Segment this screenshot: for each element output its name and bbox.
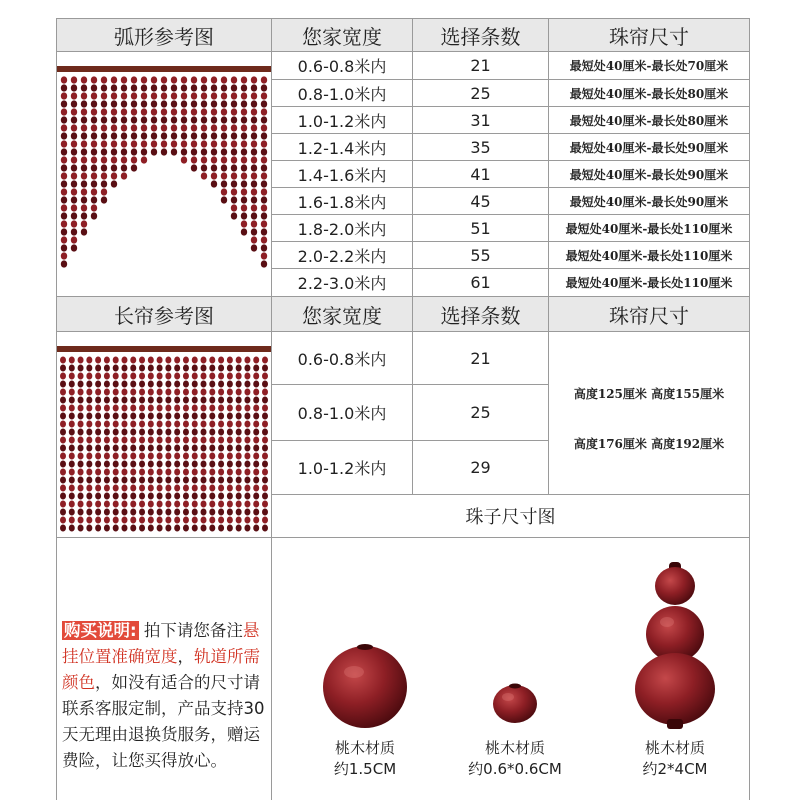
bead-caption-gourd — [600, 738, 750, 780]
arc-size-cell: 最短处40厘米-最长处70厘米 — [569, 59, 729, 73]
purchase-note — [62, 618, 267, 774]
arc-count-cell: 41 — [470, 164, 491, 184]
round-bead-small-image — [491, 683, 539, 725]
gourd-bead-image — [628, 562, 722, 732]
bead-size: 约0.6*0.6CM — [468, 760, 562, 778]
arc-width-cell: 1.4-1.6米内 — [297, 165, 387, 185]
bead-size-header: 珠子尺寸图 — [465, 507, 556, 528]
long-height-line: 高度125厘米 高度155厘米 — [573, 386, 725, 401]
arc-width-cell: 1.8-2.0米内 — [297, 219, 387, 239]
header-long-reference: 长帘参考图 — [57, 297, 271, 331]
arc-width-cell: 1.6-1.8米内 — [297, 192, 387, 212]
long-count-cell: 29 — [470, 458, 491, 477]
bead-size: 约1.5CM — [333, 760, 397, 778]
arc-width-cell: 2.0-2.2米内 — [297, 246, 387, 266]
purchase-note-highlight: 悬挂位置准确宽度 — [62, 621, 260, 666]
bead-caption-small — [440, 738, 590, 780]
arc-count-cell: 21 — [470, 56, 491, 75]
table-border-right — [749, 18, 750, 800]
arc-width-cell: 1.2-1.4米内 — [297, 138, 387, 158]
arc-size-cell: 最短处40厘米-最长处90厘米 — [569, 140, 729, 155]
arc-count-cell: 25 — [470, 83, 491, 103]
arc-count-cell: 45 — [470, 191, 491, 211]
long-width-cell: 1.0-1.2米内 — [297, 459, 387, 478]
purchase-note-text: 拍下请您备注 — [138, 621, 243, 640]
arc-count-cell: 51 — [470, 218, 491, 238]
long-width-cell: 0.8-1.0米内 — [297, 404, 387, 423]
header-arc-reference: 弧形参考图 — [57, 19, 271, 51]
arc-count-cell: 31 — [470, 110, 491, 130]
arc-size-cell: 最短处40厘米-最长处80厘米 — [569, 113, 729, 128]
long-height-line: 高度176厘米 高度192厘米 — [573, 436, 725, 451]
arc-count-cell: 61 — [470, 273, 491, 292]
arc-size-cell: 最短处40厘米-最长处110厘米 — [565, 276, 733, 290]
bead-caption-large — [290, 738, 440, 780]
arc-width-cell: 2.2-3.0米内 — [297, 274, 387, 293]
arc-count-cell: 35 — [470, 137, 491, 157]
arc-size-cell: 最短处40厘米-最长处80厘米 — [569, 86, 729, 101]
table-divider — [56, 537, 750, 538]
header-size: 珠帘尺寸 — [549, 297, 749, 331]
long-count-cell: 21 — [470, 348, 491, 368]
purchase-note-label: 购买说明: — [64, 621, 137, 640]
arc-curtain-image — [57, 52, 271, 296]
bead-size: 约2*4CM — [642, 760, 708, 778]
long-count-cell: 25 — [470, 403, 491, 422]
header-count: 选择条数 — [413, 297, 548, 331]
long-curtain-image — [57, 332, 271, 536]
long-width-cell: 0.6-0.8米内 — [297, 349, 387, 369]
arc-width-cell: 0.6-0.8米内 — [297, 57, 387, 76]
arc-count-cell: 55 — [470, 245, 491, 265]
arc-width-cell: 1.0-1.2米内 — [297, 111, 387, 131]
arc-size-cell: 最短处40厘米-最长处110厘米 — [565, 221, 733, 236]
purchase-note-highlight: 轨道所需颜色 — [62, 647, 260, 692]
bead-material: 桃木材质 — [644, 739, 705, 757]
round-bead-large-image — [320, 642, 410, 732]
arc-size-cell: 最短处40厘米-最长处90厘米 — [569, 167, 729, 182]
arc-width-cell: 0.8-1.0米内 — [297, 84, 387, 104]
purchase-note-text: ， — [177, 647, 194, 666]
header-size: 珠帘尺寸 — [549, 19, 749, 51]
header-width: 您家宽度 — [272, 297, 412, 331]
header-width: 您家宽度 — [272, 19, 412, 51]
bead-material: 桃木材质 — [484, 739, 545, 757]
purchase-note-text: ，如没有适合的尺寸请联系客服定制，产品支持30天无理由退换货服务，赠运费险，让您买得放心。 — [62, 673, 265, 770]
arc-size-cell: 最短处40厘米-最长处110厘米 — [565, 248, 733, 263]
bead-material: 桃木材质 — [334, 739, 395, 757]
header-count: 选择条数 — [413, 19, 548, 51]
arc-size-cell: 最短处40厘米-最长处90厘米 — [569, 194, 729, 209]
